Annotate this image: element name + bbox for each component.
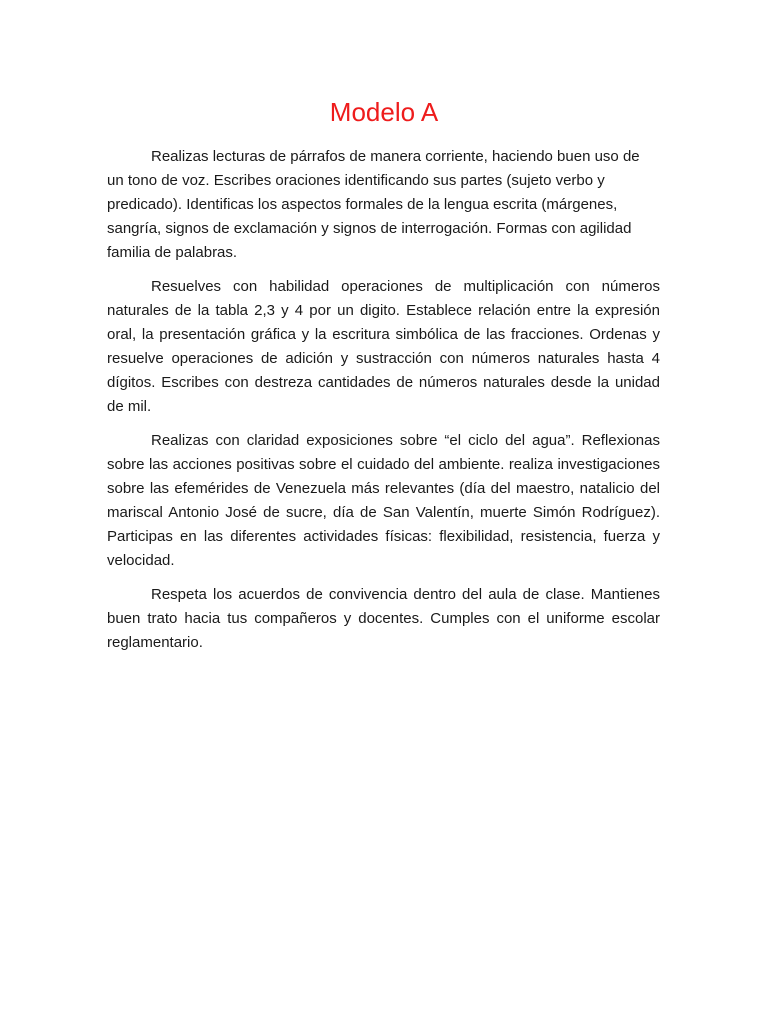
document-body bbox=[107, 145, 660, 665]
paragraph-lectura-escritura: Realizas lecturas de párrafos de manera corriente, haciendo buen uso de un tono de voz. Escribes oraciones identificando sus partes (sujeto verbo y predicado). Identificas los aspectos formales de la lengua escrita (márgenes, sangría, signos de exclamación y signos de interrogación. Formas con agilidad familia de palabras. bbox=[107, 148, 640, 261]
paragraph-ciencias-sociales: Realizas con claridad exposiciones sobre “el ciclo del agua”. Reflexionas sobre las acciones positivas sobre el cuidado del ambiente. realiza investigaciones sobre las efemérides de Venezuela más relevantes (día del maestro, natalicio del mariscal Antonio José de sucre, día de San Valentín, muerte Simón Rodríguez). Participas en las diferentes actividades físicas: flexibilidad, resistencia, fuerza y velocidad. bbox=[107, 432, 660, 569]
paragraph-matematicas: Resuelves con habilidad operaciones de multiplicación con números naturales de la tabla 2,3 y 4 por un digito. Establece relación entre la expresión oral, la presentación gráfica y la escritura simbólica de las fracciones. Ordenas y resuelve operaciones de adición y sustracción con números naturales hasta 4 dígitos. Escribes con destreza cantidades de números naturales desde la unidad de mil. bbox=[107, 278, 660, 415]
paragraph-convivencia: Respeta los acuerdos de convivencia dentro del aula de clase. Mantienes buen trato hacia tus compañeros y docentes. Cumples con el uniforme escolar reglamentario. bbox=[107, 586, 660, 651]
document-title: Modelo A bbox=[329, 97, 439, 127]
